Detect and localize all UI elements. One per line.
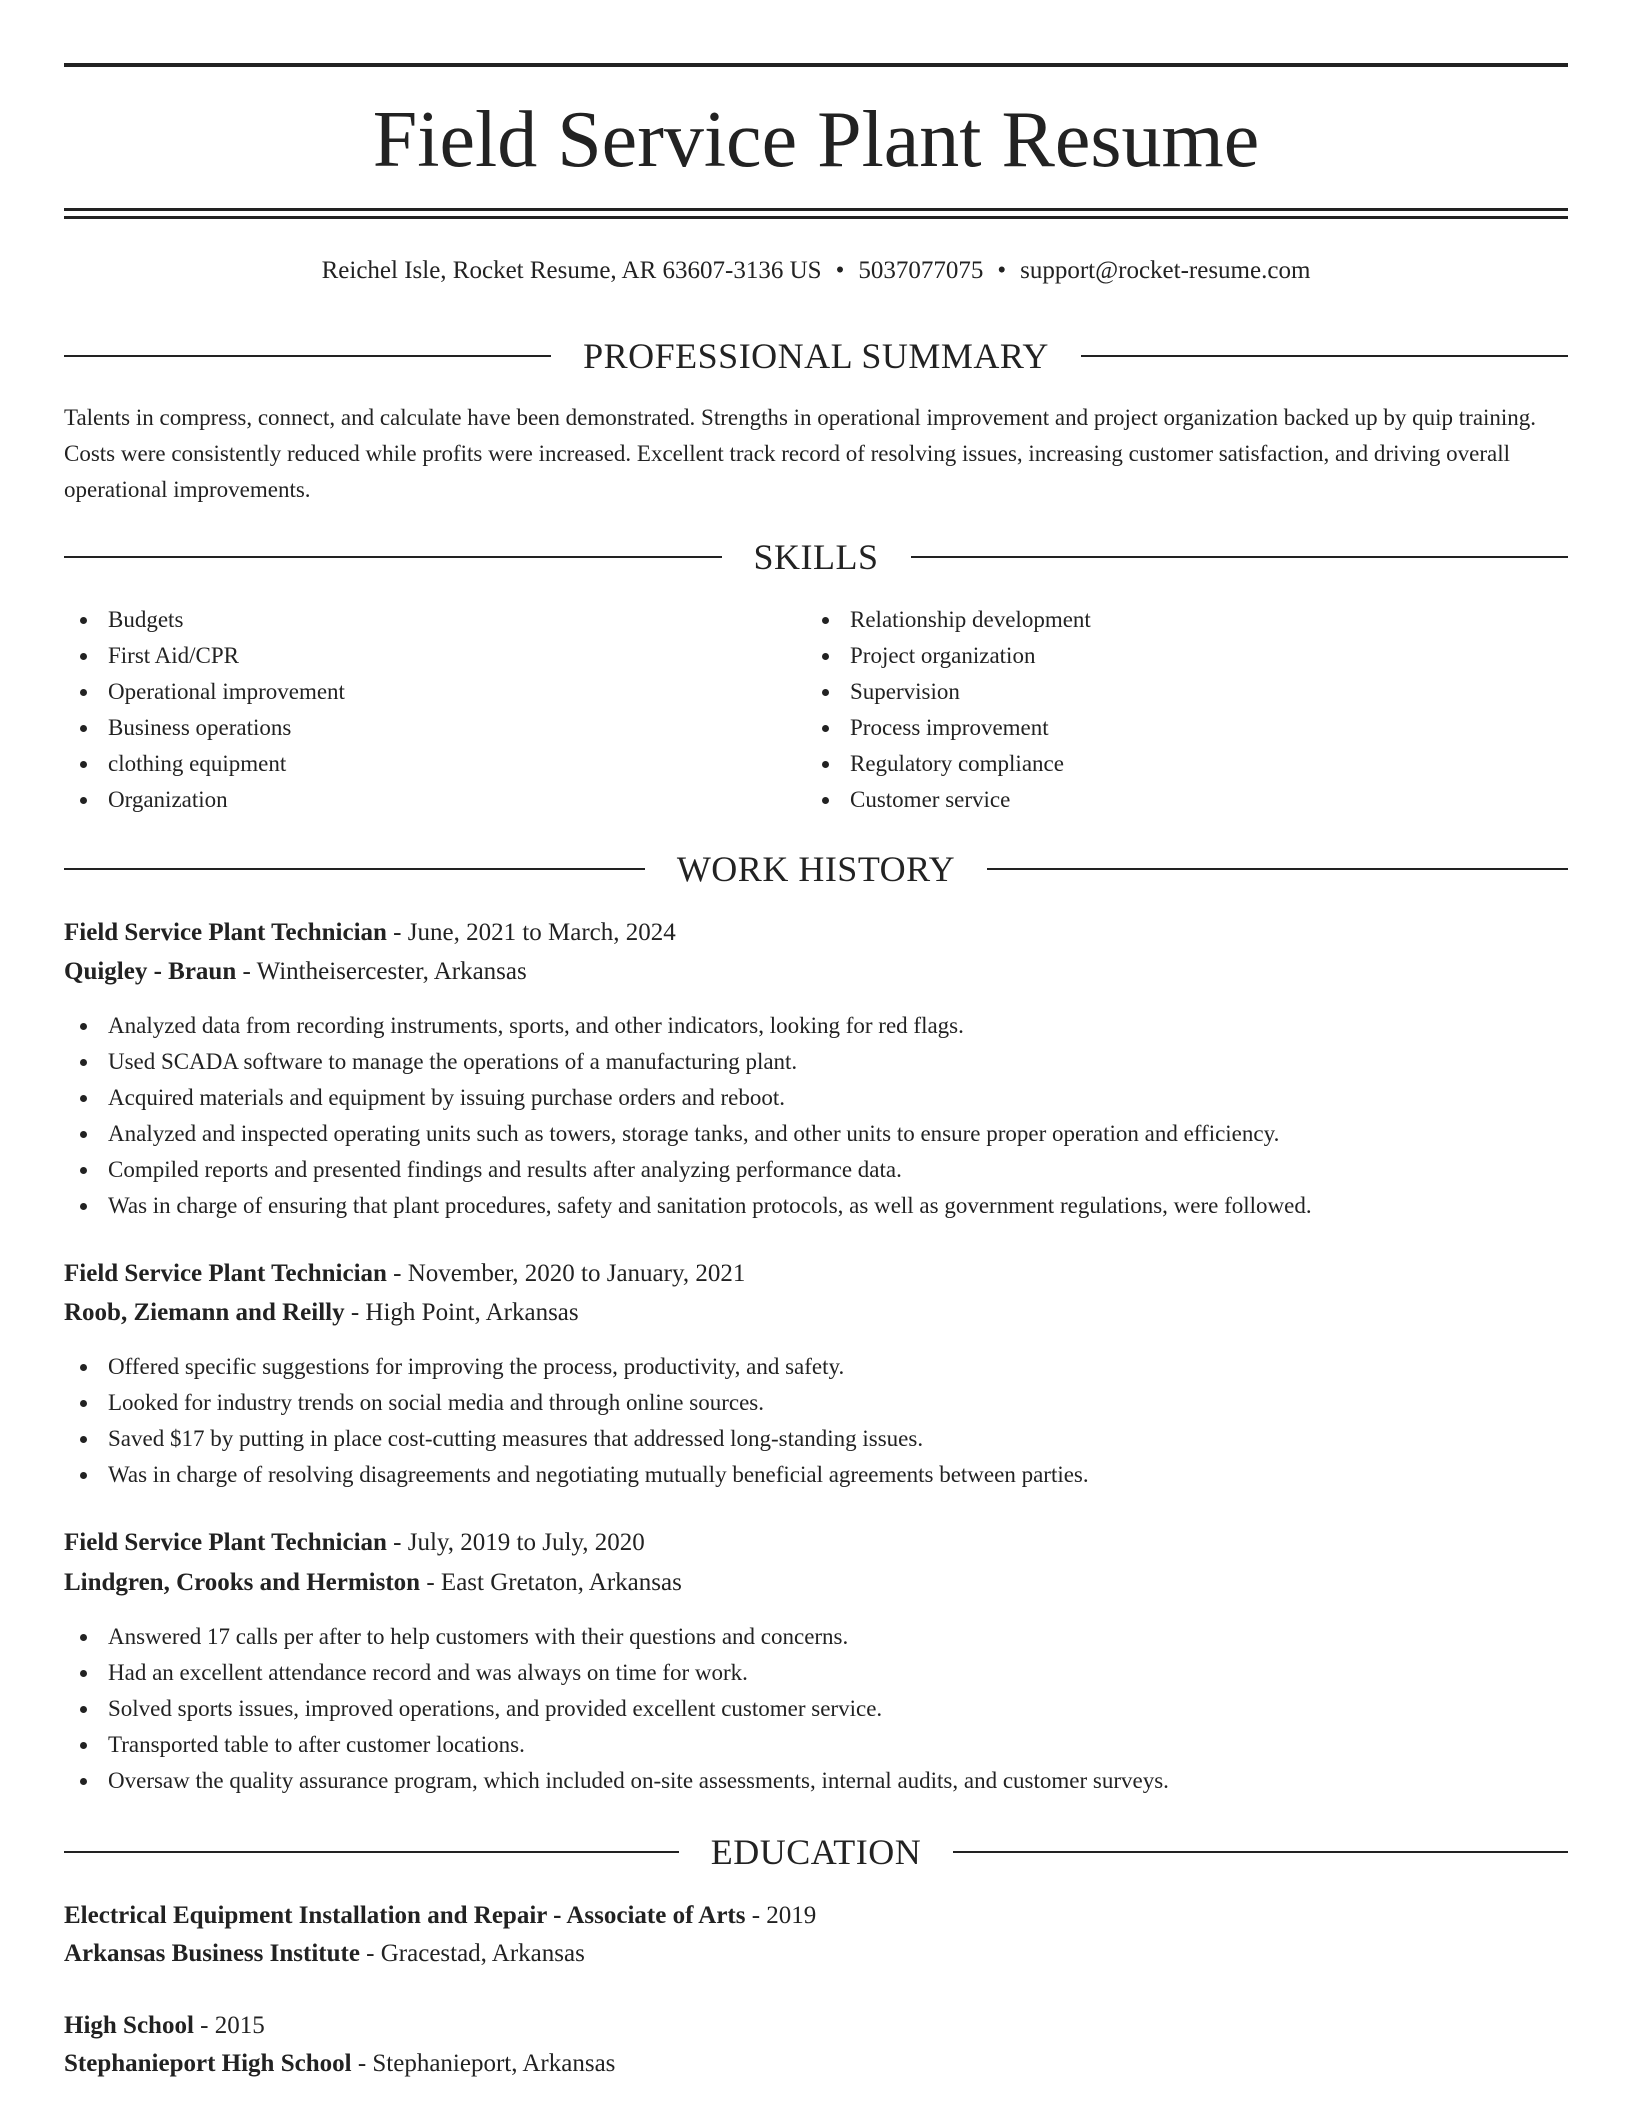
skills-column-left <box>64 602 804 818</box>
summary-heading-text: PROFESSIONAL SUMMARY <box>583 336 1049 376</box>
education-year: - 2019 <box>745 1902 817 1929</box>
job-location: - Wintheisercester, Arkansas <box>236 958 527 985</box>
skill-item: Organization <box>64 782 804 818</box>
skills-list-right <box>806 602 1546 818</box>
skill-item: Relationship development <box>806 602 1546 638</box>
job-duty-item: Offered specific suggestions for improving the process, productivity, and safety. <box>64 1349 1568 1385</box>
skill-item: Operational improvement <box>64 674 804 710</box>
education-school-line <box>64 1935 1568 1973</box>
contact-separator: • <box>997 257 1007 284</box>
job-duty-item: Analyzed data from recording instruments, sports, and other indicators, looking for red flags. <box>64 1008 1568 1044</box>
skill-item: Business operations <box>64 710 804 746</box>
skill-item: Process improvement <box>806 710 1546 746</box>
education-heading <box>64 1830 1568 1874</box>
skills-heading <box>64 535 1568 579</box>
heading-rule-left <box>64 355 551 357</box>
education-degree: Electrical Equipment Installation and Repair - Associate of Arts <box>64 1902 746 1929</box>
heading-rule-right <box>987 868 1568 870</box>
work-heading-text: WORK HISTORY <box>676 849 956 889</box>
job-dates: - November, 2020 to January, 2021 <box>386 1260 746 1287</box>
heading-rule-right <box>911 556 1569 558</box>
education-heading-text: EDUCATION <box>710 1832 922 1872</box>
job-role: Field Service Plant Technician <box>64 919 387 946</box>
job-company-line <box>64 953 1568 991</box>
job-duties-list <box>64 1619 1568 1799</box>
heading-rule-left <box>64 1851 679 1853</box>
job-duty-item: Oversaw the quality assurance program, which included on-site assessments, internal audits, and customer surveys. <box>64 1763 1568 1799</box>
resume-title: Field Service Plant Resume <box>372 96 1260 184</box>
job-duty-item: Acquired materials and equipment by issuing purchase orders and reboot. <box>64 1080 1568 1116</box>
education-degree-line <box>64 1897 1568 1935</box>
job-duty-item: Solved sports issues, improved operations, and provided excellent customer service. <box>64 1691 1568 1727</box>
skill-item: Regulatory compliance <box>806 746 1546 782</box>
title-rule-upper <box>64 208 1568 211</box>
contact-email[interactable]: support@rocket-resume.com <box>1020 257 1311 284</box>
job-duties <box>64 1008 1568 1224</box>
skills-list-left <box>64 602 804 818</box>
education-location: - Gracestad, Arkansas <box>359 1940 585 1967</box>
job-duty-item: Saved $17 by putting in place cost-cutting measures that addressed long-standing issues. <box>64 1421 1568 1457</box>
job-company-line <box>64 1564 1568 1602</box>
skills-column-right <box>806 602 1546 818</box>
job-duties-list <box>64 1349 1568 1493</box>
job-title-line <box>64 1255 1568 1293</box>
skill-item: Supervision <box>806 674 1546 710</box>
education-school: Arkansas Business Institute <box>64 1940 360 1967</box>
heading-rule-left <box>64 556 722 558</box>
skill-item: First Aid/CPR <box>64 638 804 674</box>
job-duty-item: Analyzed and inspected operating units such as towers, storage tanks, and other units to ensure proper operation and efficiency. <box>64 1116 1568 1152</box>
skill-item: Customer service <box>806 782 1546 818</box>
job-dates: - July, 2019 to July, 2020 <box>386 1529 645 1556</box>
skill-item: Budgets <box>64 602 804 638</box>
job-duty-item: Compiled reports and presented findings and results after analyzing performance data. <box>64 1152 1568 1188</box>
top-rule <box>64 63 1568 67</box>
summary-heading <box>64 334 1568 378</box>
job-location: - High Point, Arkansas <box>344 1299 579 1326</box>
job-duty-item: Used SCADA software to manage the operations of a manufacturing plant. <box>64 1044 1568 1080</box>
education-school-line <box>64 2045 1568 2083</box>
job-duty-item: Transported table to after customer locations. <box>64 1727 1568 1763</box>
heading-rule-left <box>64 868 645 870</box>
heading-rule-right <box>1081 355 1568 357</box>
skills-heading-text: SKILLS <box>753 537 879 577</box>
title-rule-lower <box>64 216 1568 219</box>
job-duties <box>64 1619 1568 1799</box>
summary-text: Talents in compress, connect, and calculate have been demonstrated. Strengths in operational improvement and project organization backed up by quip training. Costs were consistently reduced while profits were increased. Excellent track record of resolving issues, increasing customer satisfaction, and driving overall operational improvements. <box>64 405 1537 502</box>
work-heading <box>64 847 1568 891</box>
heading-rule-right <box>953 1851 1568 1853</box>
skill-item: Project organization <box>806 638 1546 674</box>
job-title-line <box>64 914 1568 952</box>
education-degree: High School <box>64 2012 194 2039</box>
education-degree-line <box>64 2007 1568 2045</box>
job-duty-item: Looked for industry trends on social media and through online sources. <box>64 1385 1568 1421</box>
education-school: Stephanieport High School <box>64 2050 352 2077</box>
skill-item: clothing equipment <box>64 746 804 782</box>
education-year: - 2015 <box>193 2012 265 2039</box>
job-duties <box>64 1349 1568 1493</box>
job-company: Lindgren, Crooks and Hermiston <box>64 1569 421 1596</box>
contact-separator: • <box>835 257 845 284</box>
job-duty-item: Was in charge of resolving disagreements and negotiating mutually beneficial agreements between parties. <box>64 1457 1568 1493</box>
job-duty-item: Answered 17 calls per after to help customers with their questions and concerns. <box>64 1619 1568 1655</box>
job-company: Quigley - Braun <box>64 958 237 985</box>
job-company-line <box>64 1294 1568 1332</box>
education-location: - Stephanieport, Arkansas <box>351 2050 616 2077</box>
job-title-line <box>64 1524 1568 1562</box>
job-company: Roob, Ziemann and Reilly <box>64 1299 345 1326</box>
job-duty-item: Was in charge of ensuring that plant procedures, safety and sanitation protocols, as well as government regulations, were followed. <box>64 1188 1568 1224</box>
job-role: Field Service Plant Technician <box>64 1260 387 1287</box>
job-duty-item: Had an excellent attendance record and was always on time for work. <box>64 1655 1568 1691</box>
contact-line <box>64 254 1568 288</box>
job-role: Field Service Plant Technician <box>64 1529 387 1556</box>
contact-address: Reichel Isle, Rocket Resume, AR 63607-3136 US <box>321 257 822 284</box>
contact-phone: 5037077075 <box>858 257 984 284</box>
job-duties-list <box>64 1008 1568 1224</box>
job-location: - East Gretaton, Arkansas <box>420 1569 682 1596</box>
job-dates: - June, 2021 to March, 2024 <box>386 919 676 946</box>
